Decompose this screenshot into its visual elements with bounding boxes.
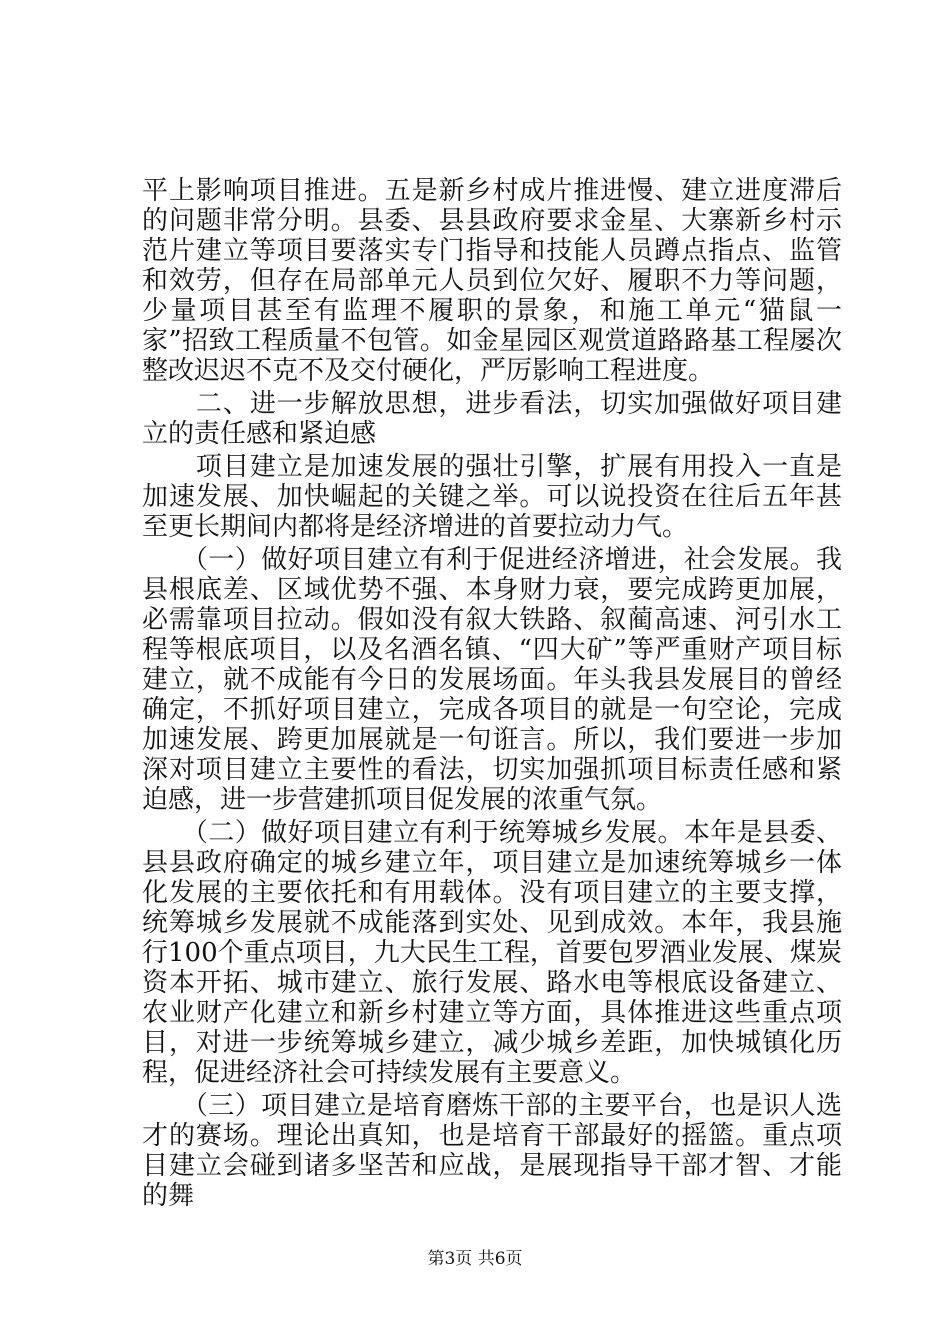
paragraph-continuation: 平上影响项目推进。五是新乡村成片推进慢、建立进度滞后的问题非常分明。县委、县县政府要求金星、大寨新乡村示范片建立等项目要落实专门指导和技能人员蹲点指点、监管和效劳，但存在局部单元人员到位欠好、履职不力等问题，少量项目甚至有监理不履职的景象，和施工单元“猫鼠一家”招致工程质量不包管。如金星园区观赏道路路基工程屡次整改迟迟不克不及交付硬化，严厉影响工程进度。 [142,176,842,386]
page-footer: 第3页 共6页 [427,1249,523,1269]
paragraph-point-two: （二）做好项目建立有利于统筹城乡发展。本年是县委、县县政府确定的城乡建立年，项目建立是加速统筹城乡一体化发展的主要依托和有用载体。没有项目建立的主要支撑，统筹城乡发展就不成能落到实处、见到成效。本年，我县施行100个重点项目，九大民生工程，首要包罗酒业发展、煤炭资本开拓、城市建立、旅行发展、路水电等根底设备建立、农业财产化建立和新乡村建立等方面，具体推进这些重点项目，对进一步统筹城乡建立，减少城乡差距，加快城镇化历程，促进经济社会可持续发展有主要意义。 [142,818,842,1088]
paragraph-point-one: （一）做好项目建立有利于促进经济增进，社会发展。我县根底差、区域优势不强、本身财力衰，要完成跨更加展，必需靠项目拉动。假如没有叙大铁路、叙蔺高速、河引水工程等根底项目，以及名酒名镇、“四大矿”等严重财产项目标建立，就不成能有今日的发展场面。年头我县发展目的曾经确定，不抓好项目建立，完成各项目的就是一句空论，完成加速发展、跨更加展就是一句诳言。所以，我们要进一步加深对项目建立主要性的看法，切实加强抓项目标责任感和紧迫感，进一步营建抓项目促发展的浓重气氛。 [142,545,842,815]
section-heading-two: 二、进一步解放思想，进步看法，切实加强做好项目建立的责任感和紧迫感 [142,389,842,449]
document-body [142,176,842,1214]
paragraph-point-three: （三）项目建立是培育磨炼干部的主要平台，也是识人选才的赛场。理论出真知，也是培育干部最好的摇篮。重点项目建立会碰到诸多坚苦和应战，是展现指导干部才智、才能的舞 [142,1091,842,1211]
paragraph-intro: 项目建立是加速发展的强壮引擎，扩展有用投入一直是加速发展、加快崛起的关键之举。可以说投资在往后五年甚至更长期间内都将是经济增进的首要拉动力气。 [142,452,842,542]
